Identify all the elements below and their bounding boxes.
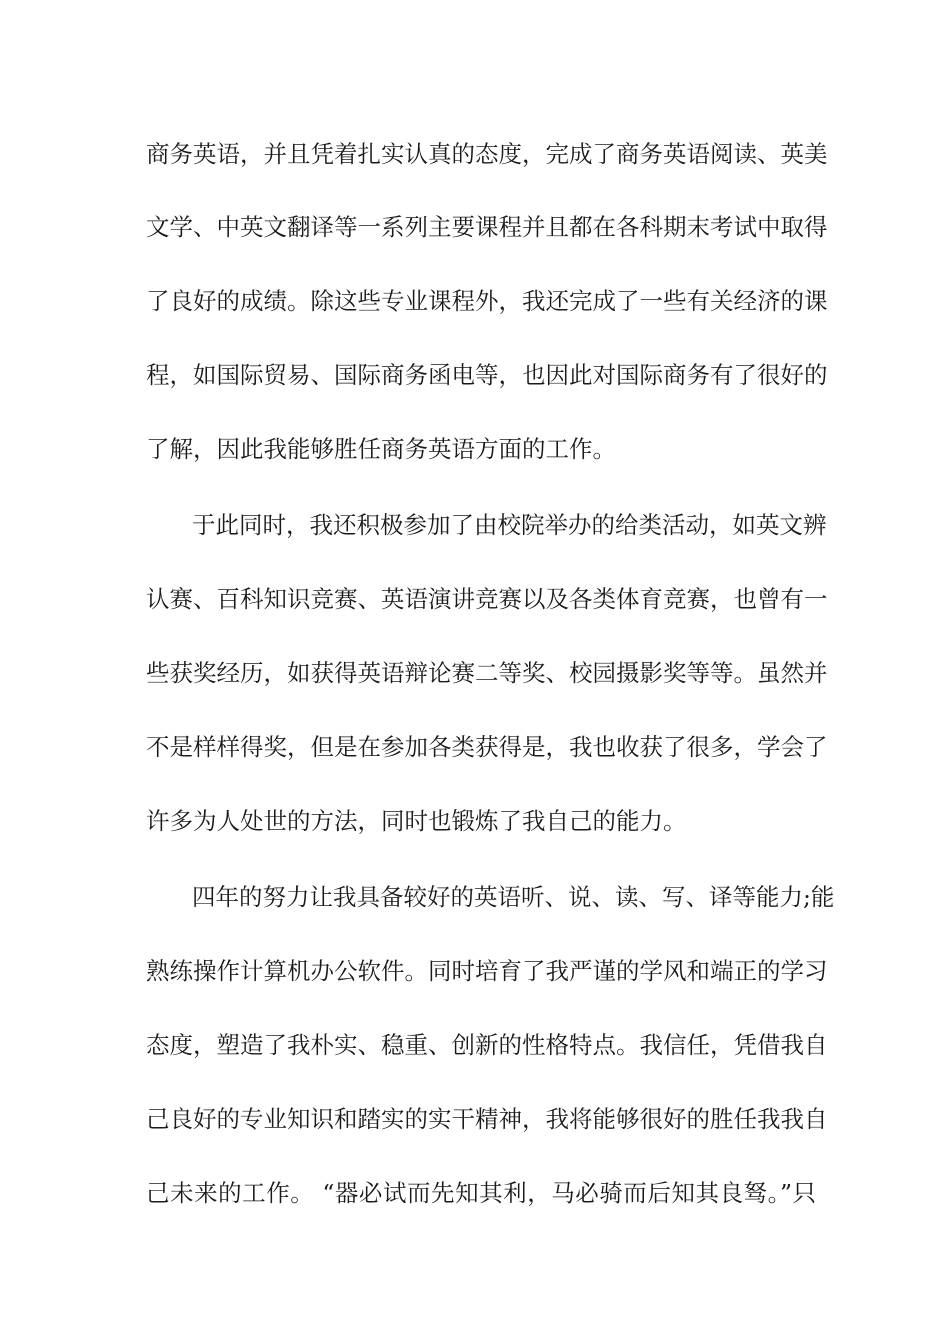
paragraph-line: 文学、中英文翻译等一系列主要课程并且都在各科期末考试中取得 (146, 213, 828, 241)
paragraph-line: 程，如国际贸易、国际商务函电等，也因此对国际商务有了很好的 (146, 361, 828, 389)
paragraph-line: 态度，塑造了我朴实、稳重、创新的性格特点。我信任，凭借我自 (146, 1031, 828, 1059)
paragraph-line: 四年的努力让我具备较好的英语听、说、读、写、译等能力;能 (192, 883, 835, 911)
paragraph-line: 商务英语，并且凭着扎实认真的态度，完成了商务英语阅读、英美 (146, 140, 828, 168)
paragraph-line: 认赛、百科知识竞赛、英语演讲竞赛以及各类体育竞赛，也曾有一 (146, 585, 828, 613)
paragraph-line: 了良好的成绩。除这些专业课程外，我还完成了一些有关经济的课 (146, 287, 828, 315)
paragraph-line: 了解，因此我能够胜任商务英语方面的工作。 (146, 435, 616, 463)
paragraph-line: 不是样样得奖，但是在参加各类获得是，我也收获了很多，学会了 (146, 733, 828, 761)
paragraph-line: 些获奖经历，如获得英语辩论赛二等奖、校园摄影奖等等。虽然并 (146, 659, 828, 687)
paragraph-line: 熟练操作计算机办公软件。同时培育了我严谨的学风和端正的学习 (146, 957, 828, 985)
paragraph-line: 许多为人处世的方法，同时也锻炼了我自己的能力。 (146, 807, 687, 835)
paragraph-line: 己良好的专业知识和踏实的实干精神，我将能够很好的胜任我我自 (146, 1105, 828, 1133)
paragraph-line: 于此同时，我还积极参加了由校院举办的给类活动，如英文辨 (192, 511, 827, 539)
paragraph-line: 己未来的工作。 “器必试而先知其利，马必骑而后知其良驽。”只 (146, 1179, 816, 1207)
